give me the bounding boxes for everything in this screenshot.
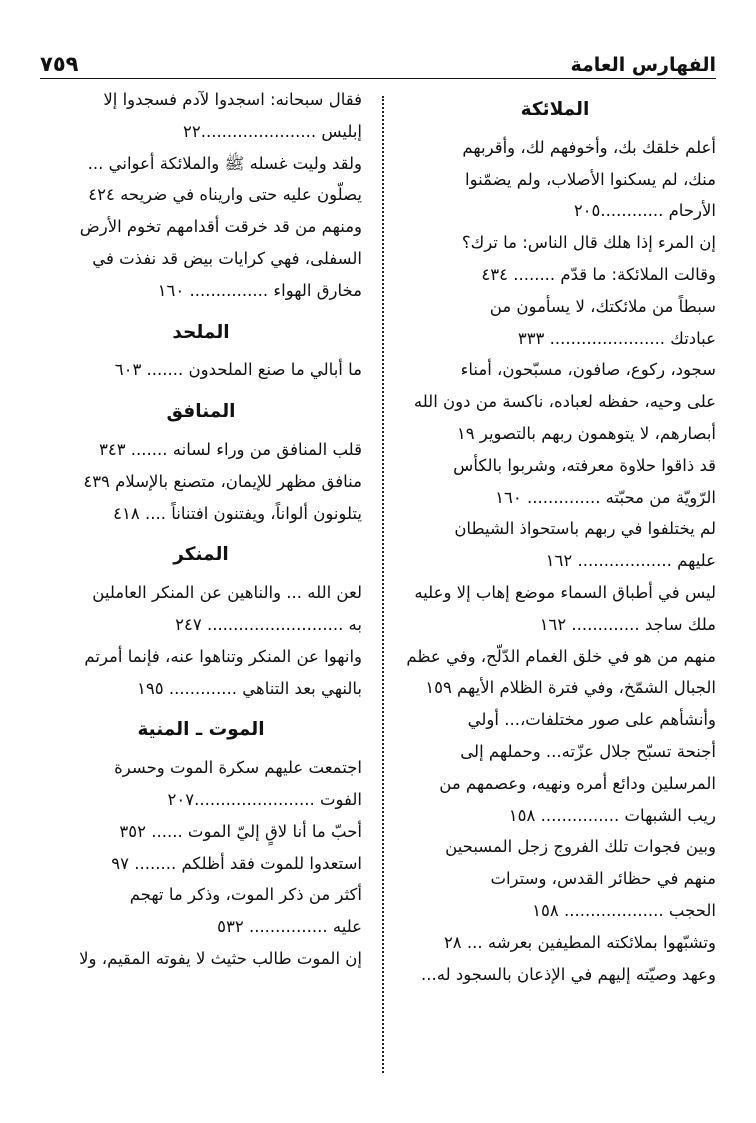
entry-line: إن المرء إذا هلك قال الناس: ما ترك؟ [461, 233, 716, 253]
entry-line: عليهم .................. ١٦٢ [545, 551, 716, 571]
index-entry [40, 211, 362, 306]
entry-line: ملك ساجد ............. ١٦٢ [539, 614, 716, 634]
entry-line: قد ذاقوا حلاوة معرفته، وشربوا بالكأس [453, 455, 716, 475]
entry-line: منافق مظهر للإيمان، متصنع بالإسلام ٤٣٩ [83, 471, 362, 491]
entry-line: اجتمعت عليهم سكرة الموت وحسرة [114, 758, 362, 778]
entry-line: فقال سبحانه: اسجدوا لآدم فسجدوا إلا [103, 90, 362, 109]
section-heading: الملحد [172, 321, 230, 343]
entry-line: ولقد وليت غسله ﷺ والملائكة أعواني ... [87, 153, 362, 173]
entry-line: الرّويّة من محبّته .............. ١٦٠ [495, 487, 716, 507]
index-entry [394, 450, 716, 514]
index-entry [40, 148, 362, 212]
index-entry [40, 848, 362, 880]
entry-line: قلب المنافق من وراء لسانه ....... ٣٤٣ [98, 439, 362, 459]
index-entry [394, 132, 716, 227]
entry-line: عليه ............... ٥٣٢ [217, 917, 362, 937]
index-entry [40, 641, 362, 705]
index-entry [40, 943, 362, 975]
index-entry [40, 434, 362, 466]
entry-line: ليس في أطباق السماء موضع إهاب إلا وعليه [414, 582, 716, 602]
entry-line: على وحيه، حفظه لعباده، ناكسة من دون الله [413, 392, 716, 412]
entry-line: وانهوا عن المنكر وتناهوا عنه، فإنما أمرتم [84, 646, 362, 666]
entry-line: أحبّ ما أنا لاقٍ إليّ الموت ...... ٣٥٢ [119, 821, 362, 841]
index-entry [40, 84, 362, 148]
entry-line: لعن الله ... والناهين عن المنكر العاملين [92, 583, 362, 603]
index-entry [394, 704, 716, 831]
entry-line: أبصارهم، لا يتوهمون ربهم بالتصوير ١٩ [456, 423, 716, 443]
index-entry [394, 291, 716, 355]
index-entry [40, 498, 362, 530]
index-entry [394, 513, 716, 577]
left-column [40, 84, 362, 975]
entry-line: سجود، ركوع، صافون، مسبّحون، أمناء [460, 360, 716, 380]
page-header [40, 44, 716, 79]
entry-line: السفلى، فهي كرايات بيض قد نفذت في [92, 248, 362, 268]
entry-line: منك، لم يسكنوا الأصلاب، ولم يضمّنوا [464, 169, 716, 189]
entry-line: الأرحام ............٢٠٥ [573, 201, 716, 221]
entry-line: الحجب ................... ١٥٨ [532, 900, 716, 920]
entry-line: ومنهم من قد خرقت أقدامهم تخوم الأرض [79, 217, 362, 237]
entry-line: ريب الشبهات ............... ١٥٨ [508, 805, 716, 825]
index-entry [394, 959, 716, 991]
index-entry [394, 831, 716, 926]
entry-line: عبادتك ...................... ٣٣٣ [517, 328, 716, 348]
entry-line: مخارق الهواء ............... ١٦٠ [157, 280, 362, 300]
page-number: ٧٥٩ [40, 52, 79, 76]
entry-line: أجنحة تسبّح جلال عزّته... وحملهم إلى [460, 741, 716, 761]
entry-line: المرسلين ودائع أمره ونهيه، وعصمهم من [439, 773, 716, 793]
index-entry [394, 641, 716, 705]
entry-line: ما أبالي ما صنع الملحدون ....... ٦٠٣ [114, 360, 362, 380]
entry-line: وتشبّهوا بملائكته المطيفين بعرشه ... ٢٨ [443, 932, 716, 952]
entry-line: أكثر من ذكر الموت، وذكر ما تهجم [129, 885, 362, 905]
index-entry [394, 577, 716, 641]
index-entry [394, 927, 716, 959]
entry-line: يتلونون ألواناً، ويفتنون افتناناً .... ٤١٨ [113, 503, 362, 523]
entry-line: إبليس ......................٢٢ [182, 121, 362, 141]
section-heading: الموت ـ المنية [137, 719, 265, 741]
index-entry [394, 227, 716, 291]
index-entry [40, 466, 362, 498]
entry-line: بالنهي بعد التناهي ............. ١٩٥ [136, 678, 362, 698]
entry-line: منهم من هو في خلق الغمام الدّلّح، وفي عظم [406, 646, 716, 666]
index-entry [40, 354, 362, 386]
right-column [394, 84, 716, 990]
entry-line: الجبال الشمّخ، وفي فترة الظلام الأيهم ١٥٩ [425, 678, 716, 698]
section-heading: المنكر [173, 544, 229, 566]
index-entry [40, 879, 362, 943]
entry-line: يصلّون عليه حتى واريناه في ضريحه ٤٢٤ [88, 185, 362, 205]
entry-line: الفوت .......................٢٠٧ [167, 789, 362, 809]
entry-line: وبين فجوات تلك الفروج زجل المسبحين [445, 837, 716, 857]
entry-line: سبطاً من ملائكتك، لا يسأمون من [489, 296, 716, 316]
index-entry [40, 752, 362, 816]
entry-line: وعهد وصيّته إليهم في الإذعان بالسجود له... [421, 964, 716, 984]
entry-line: به .......................... ٢٤٧ [175, 614, 362, 634]
index-entry [40, 816, 362, 848]
entry-line: أعلم خلقك بك، وأخوفهم لك، وأقربهم [462, 137, 716, 157]
section-heading: المنافق [166, 401, 236, 423]
entry-line: إن الموت طالب حثيث لا يفوته المقيم، ولا [79, 948, 362, 968]
entry-line: استعدوا للموت فقد أظلكم ........ ٩٧ [111, 853, 362, 873]
entry-line: وأنشأهم على صور مختلفات،... أولي [467, 710, 716, 730]
index-entry [394, 354, 716, 449]
index-entry [40, 577, 362, 641]
column-divider [382, 96, 384, 1073]
section-heading: الملائكة [520, 99, 590, 120]
entry-line: وقالت الملائكة: ما قدّم ........ ٤٣٤ [481, 264, 716, 284]
entry-line: منهم في حظائر القدس، وسترات [490, 869, 716, 889]
running-title: الفهارس العامة [570, 54, 716, 76]
entry-line: لم يختلفوا في ربهم باستحواذ الشيطان [454, 519, 716, 539]
